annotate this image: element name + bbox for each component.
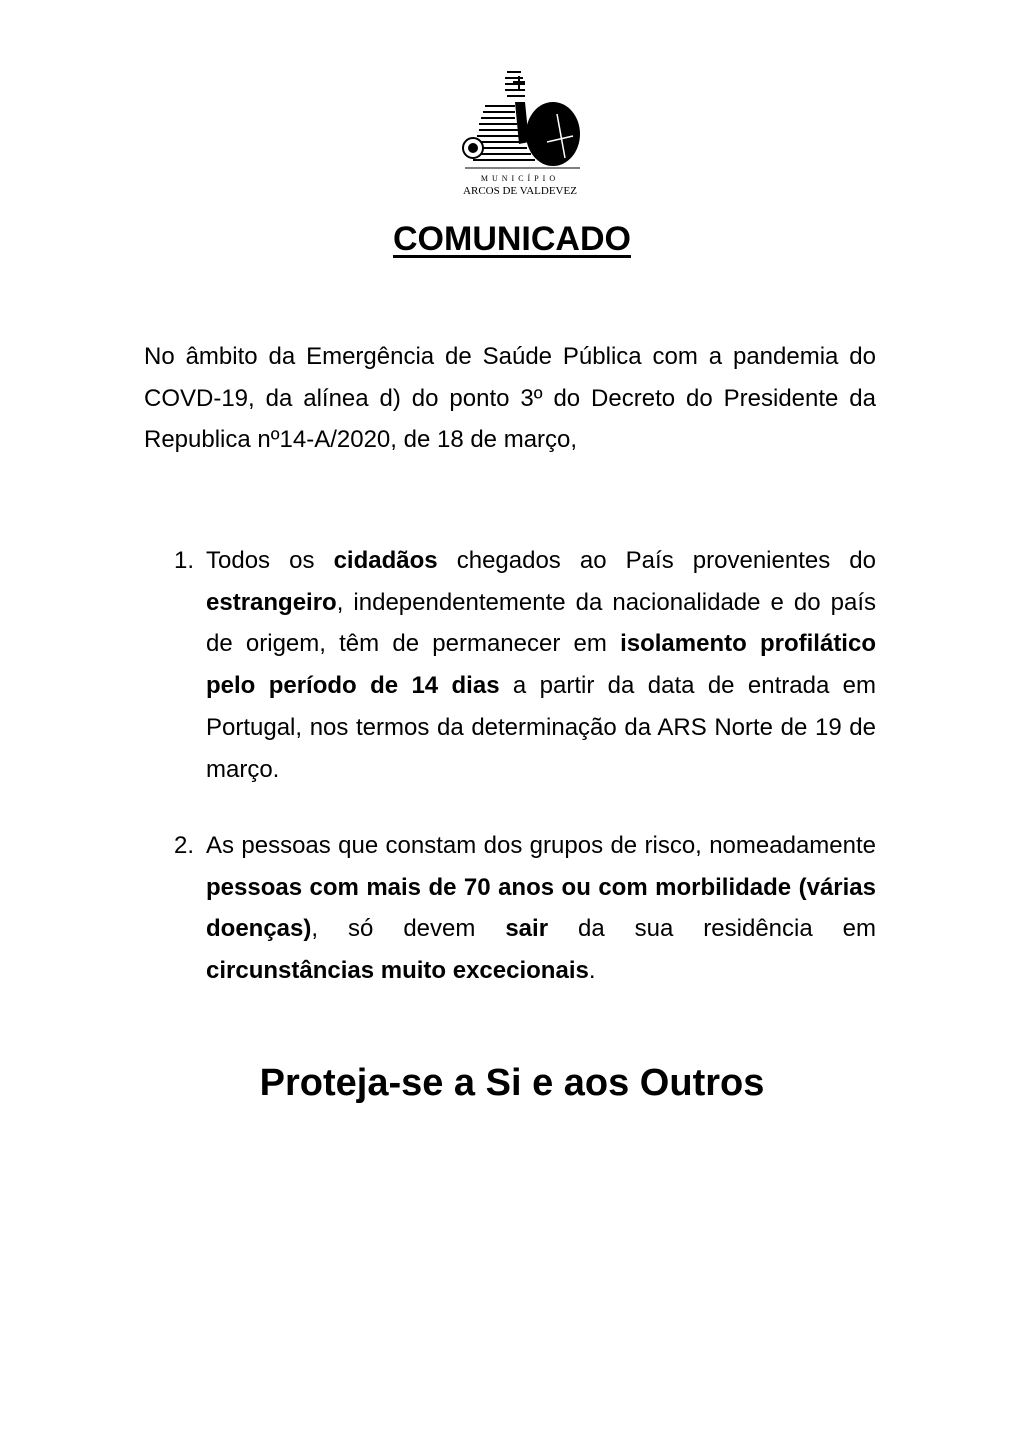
emphasized-text: circunstâncias muito excecionais [206,957,589,985]
list-item [144,540,876,790]
slogan: Proteja-se a Si e aos Outros [259,1062,765,1104]
text-segment: . [588,957,596,985]
text-segment: Todos os [206,547,334,574]
municipality-logo [455,62,585,202]
text-segment: As pessoas que constam dos grupos de risco, nomeadamente [206,832,876,859]
logo-municipio-text: MUNICÍPIO [480,174,560,183]
knight-shield-emblem-icon [455,62,585,172]
list-item-text [206,825,876,992]
text-segment: , só devem [311,915,506,943]
emphasized-text: cidadãos [333,547,438,574]
list-item-text [206,540,876,790]
text-segment: a partir da data de entrada em Portugal, nos termos da determinação da ARS Norte de 19 de março. [206,672,877,783]
list-number: 2. [174,832,195,859]
emphasized-text: isolamento profilático pelo período de 14 dias [206,630,876,700]
emphasized-text: sair [505,915,549,943]
emphasized-text: estrangeiro [206,588,337,616]
document-title: COMUNICADO [393,220,631,258]
text-segment: chegados ao País provenientes do [437,547,876,574]
text-segment: da sua residência em [548,915,877,943]
emphasized-text: pessoas com mais de 70 anos ou com morbilidade (várias doenças) [206,873,876,943]
text-segment: , independentemente da nacionalidade e do país de origem, têm de permanecer em [206,588,876,658]
intro-paragraph: No âmbito da Emergência de Saúde Pública com a pandemia do COVD-19, da alínea d) do ponto 3º do Decreto do Presidente da Republica nº14-A/2020, de 18 de março, [144,343,876,454]
logo-municipality-name: ARCOS DE VALDEVEZ [463,185,577,197]
list-item [144,825,876,992]
list-number: 1. [174,547,195,574]
